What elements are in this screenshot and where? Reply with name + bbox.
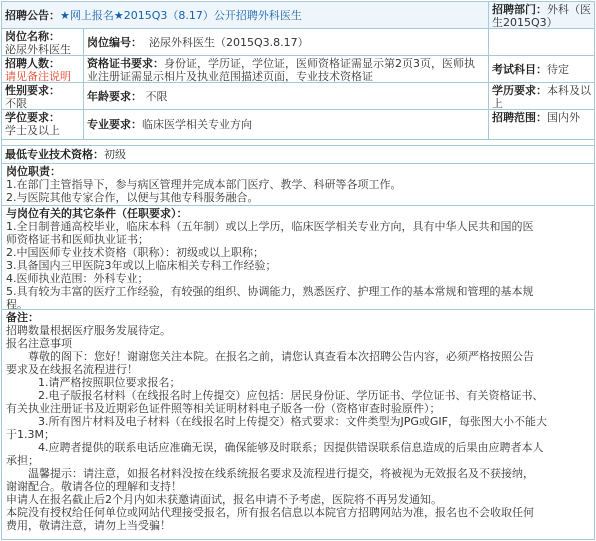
major-value: 临床医学相关专业方向	[142, 118, 252, 131]
job-posting-table	[1, 1, 595, 540]
recruit-count-cell	[2, 56, 83, 82]
duties-block	[2, 164, 594, 206]
qualification-row	[2, 146, 594, 164]
note-line: 费用，敬请注意，请勿上当受骗！	[6, 519, 171, 532]
announcement-link[interactable]: ★网上报名★2015Q3（8.17）公开招聘外科医生	[60, 9, 302, 22]
note-line: 尊敬的阁下：您好！谢谢您关注本院。在报名之前，请您认真查看本次招聘公告内容，必须严格按照公告	[28, 350, 534, 363]
position-code-value: 泌尿外科医生（2015Q3.8.17）	[149, 36, 309, 49]
duties-title: 岗位职责：	[6, 165, 61, 178]
qualification-value: 初级	[104, 148, 126, 161]
gender-label: 性别要求：	[5, 84, 60, 97]
note-line: 申请人在报名截止后2个月内如未获邀请面试，报名申请不予考虑，医院将不再另发通知。	[6, 493, 442, 506]
note-line: 2.电子版报名材料（在线报名时上传提交）应包括：居民身份证、学历证书、学位证书、有关资格证书、	[38, 389, 544, 402]
note-line: 报名注意事项	[6, 337, 72, 350]
duty-line: 1.在部门主管指导下，参与病区管理并完成本部门医疗、教学、科研等各项工作。	[6, 178, 402, 191]
position-code-label: 岗位编号：	[87, 36, 142, 49]
qualification-label: 最低专业技术资格：	[5, 148, 104, 161]
gender-row	[2, 83, 594, 110]
position-name-cell	[2, 29, 83, 55]
degree-label: 学位要求：	[5, 111, 60, 124]
dept-label: 招聘部门：	[492, 3, 547, 16]
major-label: 专业要求：	[87, 118, 142, 131]
gender-value: 不限	[5, 97, 27, 109]
note-line: 招聘数量根据医疗服务发展待定。	[6, 324, 171, 337]
recruit-row	[2, 56, 594, 83]
note-line: 谢谢配合。敬请各位的理解和支持！	[6, 480, 182, 493]
condition-line: 3.具备国内三甲医院3年或以上临床相关专科工作经验；	[6, 259, 277, 272]
age-label: 年龄要求：	[87, 90, 142, 103]
qualification-cell	[2, 146, 594, 163]
note-line: 本院没有授权给任何单位或网站代理接受报名，所有报名信息以本院官方招聘网站为准，报名也不会收取任何	[6, 506, 534, 519]
note-line: 3.所有图片材料及电子材料（在线报名时上传提交）格式要求：文件类型为JPG或GIF，每张图大小不能大	[38, 415, 547, 428]
condition-line: 5.具有较为丰富的医疗工作经验，有较强的组织、协调能力，熟悉医疗、护理工作的基本常规和管理的基本规	[6, 285, 534, 298]
age-value: 不限	[145, 90, 168, 103]
note-line: 4.应聘者提供的联系电话应准确无误，确保能够及时联系；因提供错误联系信息造成的后果由应聘者本人	[38, 441, 544, 454]
note-line: 于1.3M；	[6, 428, 55, 441]
notes-title: 备注：	[6, 311, 39, 324]
note-line: 有关执业注册证书及近期彩色证件照等相关证明材料电子版各一份（资格审查时验原件）；	[6, 402, 441, 415]
degree-row	[2, 110, 594, 140]
condition-line: 程。	[6, 298, 28, 310]
degree-value: 学士及以上	[5, 124, 60, 137]
position-row	[2, 29, 594, 56]
condition-line: 师资格证书和医师执业证书；	[6, 233, 149, 246]
recruit-count-label: 招聘人数：	[5, 57, 60, 70]
position-code-cell	[83, 29, 488, 55]
notes-block	[2, 310, 594, 539]
exam-cell	[488, 56, 594, 82]
major-cell	[83, 110, 488, 139]
recruit-count-note: 请见备注说明	[5, 70, 71, 82]
conditions-block	[2, 206, 594, 310]
edu-cell	[488, 83, 594, 109]
condition-line: 4.医师执业范围：外科专业；	[6, 272, 149, 285]
dept-cell	[488, 2, 594, 28]
position-name-value: 泌尿外科医生	[5, 43, 71, 55]
note-line: 要求及在线报名流程进行！	[6, 363, 138, 376]
announcement-cell	[2, 2, 488, 28]
scope-cell	[488, 110, 594, 139]
position-name-label: 岗位名称：	[5, 30, 60, 43]
degree-cell	[2, 110, 83, 139]
announcement-row	[2, 2, 594, 29]
duty-line: 2.与医院其他专家合作，以便与其他专科服务融合。	[6, 191, 259, 204]
note-line: 温馨提示：请注意，如报名材料没按在线系统报名要求及流程进行提交，将被视为无效报名及不获接纳，	[28, 467, 534, 480]
cert-cell	[83, 56, 488, 82]
note-line: 承担；	[6, 454, 39, 467]
position-blank-cell	[488, 29, 594, 55]
edu-value: 本科及以上	[492, 84, 591, 109]
conditions-title: 与岗位有关的其它条件（任职要求）：	[6, 207, 188, 220]
gender-cell	[2, 83, 83, 109]
cert-value: 身份证，学历证，学位证，医师资格证需显示第2页3页，医师执业注册证需显示相片及执业范围描述页面，专业技术资格证	[87, 57, 475, 82]
edu-label: 学历要求：	[492, 84, 547, 97]
exam-label: 考试科目：	[492, 63, 547, 76]
scope-value: 国内外	[547, 111, 580, 124]
note-line: 1.请严格按照职位要求报名；	[38, 376, 181, 389]
announcement-label: 招聘公告：	[5, 9, 60, 22]
condition-line: 2.中国医师专业技术资格（职称）：初级或以上职称；	[6, 246, 264, 259]
exam-value: 待定	[547, 63, 569, 76]
cert-label: 资格证书要求：	[87, 57, 164, 70]
dept-value: 外科（医生2015Q3）	[492, 3, 591, 28]
scope-label: 招聘范围：	[492, 111, 547, 124]
condition-line: 1.全日制普通高校毕业，临床本科（五年制）或以上学历，临床医学相关专业方向，具有中华人民共和国的医	[6, 220, 534, 233]
age-cell	[83, 83, 488, 109]
